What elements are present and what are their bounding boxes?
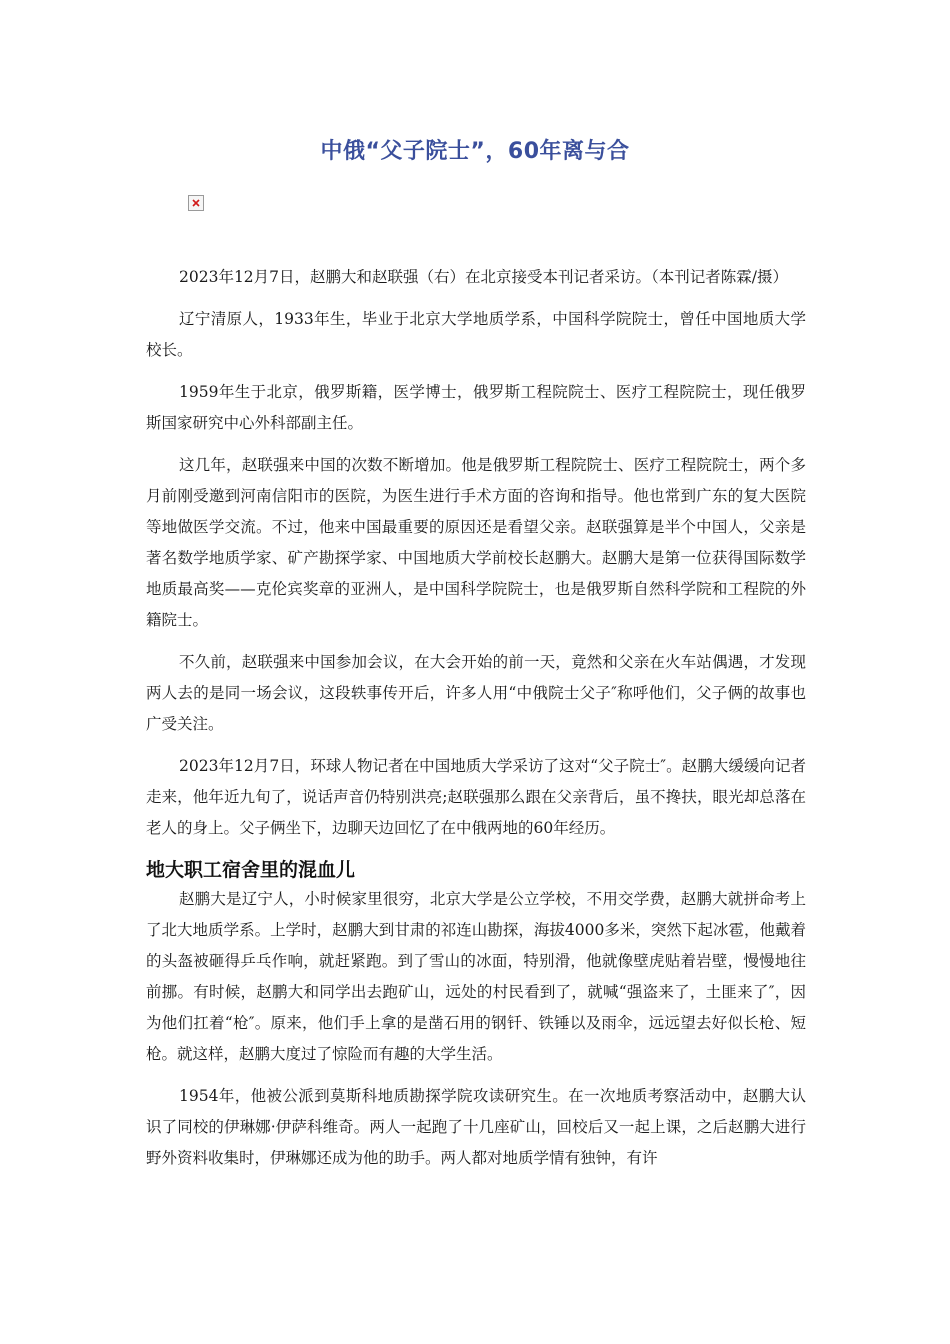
bio-zhao-pengda: 辽宁清原人，1933年生，毕业于北京大学地质学系，中国科学院院士，曾任中国地质大学校长。 [146,310,806,359]
broken-image-icon [188,195,204,211]
body-paragraph: 1954年，他被公派到莫斯科地质勘探学院攻读研究生。在一次地质考察活动中，赵鹏大认识了同校的伊琳娜·伊萨科维奇。两人一起跑了十几座矿山，回校后又一起上课，之后赵鹏大进行野外资料收集时，伊琳娜还成为他的助手。两人都对地质学情有独钟，有许 [146,1087,806,1167]
article-title: 中俄“父子院士”，60年离与合 [320,139,630,164]
body-paragraph: 2023年12月7日，环球人物记者在中国地质大学采访了这对“父子院士″。赵鹏大缓缓向记者走来，他年近九旬了，说话声音仍特别洪亮;赵联强那么跟在父亲背后，虽不搀扶，眼光却总落在老人的身上。父子俩坐下，边聊天边回忆了在中俄两地的60年经历。 [146,757,806,837]
bio-zhao-lianqiang: 1959年生于北京，俄罗斯籍，医学博士，俄罗斯工程院院士、医疗工程院院士，现任俄罗斯国家研究中心外科部副主任。 [146,383,806,432]
body-paragraph: 赵鹏大是辽宁人，小时候家里很穷，北京大学是公立学校，不用交学费，赵鹏大就拼命考上了北大地质学系。上学时，赵鹏大到甘肃的祁连山勘探，海拔4000多米，突然下起冰雹，他戴着的头盔被砸得乒乓作响，就赶紧跑。到了雪山的冰面，特别滑，他就像壁虎贴着岩壁，慢慢地往前挪。有时候，赵鹏大和同学出去跑矿山，远处的村民看到了，就喊“强盗来了，土匪来了″，因为他们扛着“枪″。原来，他们手上拿的是凿石用的钢钎、铁锤以及雨伞，远远望去好似长枪、短枪。就这样，赵鹏大度过了惊险而有趣的大学生活。 [146,890,806,1063]
section-heading: 地大职工宿舍里的混血儿 [146,859,356,881]
broken-image-x-mark [192,199,200,207]
body-paragraph: 不久前，赵联强来中国参加会议，在大会开始的前一天，竟然和父亲在火车站偶遇，才发现两人去的是同一场会议，这段轶事传开后，许多人用“中俄院士父子″称呼他们，父子俩的故事也广受关注。 [146,653,806,733]
body-paragraph: 这几年，赵联强来中国的次数不断增加。他是俄罗斯工程院院士、医疗工程院院士，两个多月前刚受邀到河南信阳市的医院，为医生进行手术方面的咨询和指导。他也常到广东的复大医院等地做医学交流。不过，他来中国最重要的原因还是看望父亲。赵联强算是半个中国人，父亲是著名数学地质学家、矿产勘探学家、中国地质大学前校长赵鹏大。赵鹏大是第一位获得国际数学地质最高奖——克伦宾奖章的亚洲人，是中国科学院院士，也是俄罗斯自然科学院和工程院的外籍院士。 [146,456,806,629]
article-body [146,262,806,1185]
photo-caption: 2023年12月7日，赵鹏大和赵联强（右）在北京接受本刊记者采访。（本刊记者陈霖/摄） [179,268,789,286]
